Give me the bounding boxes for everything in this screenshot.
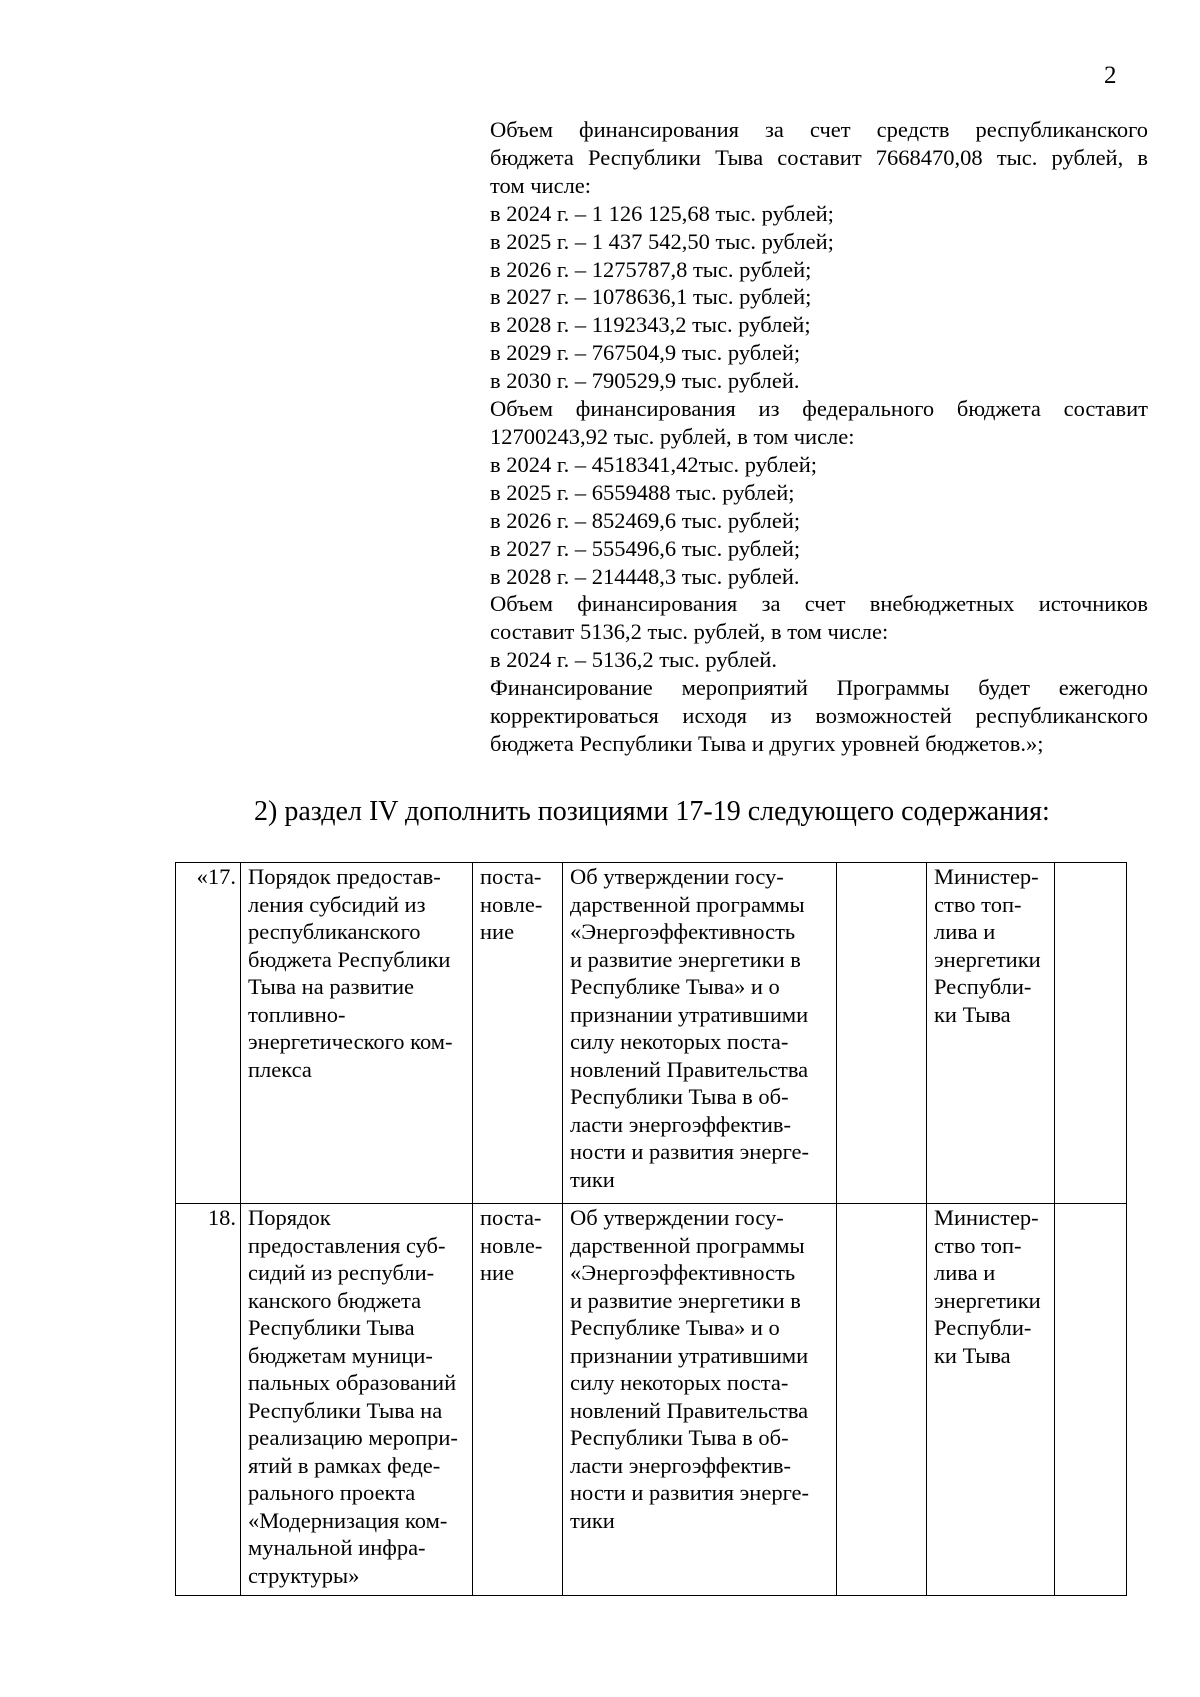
- cell-line: признании утратившими: [570, 1001, 809, 1027]
- cell-line: мунальной инфра-: [248, 1535, 426, 1560]
- cell-line: дарственной программы: [570, 1232, 805, 1258]
- cell-line: Республики Тыва в об-: [570, 1084, 789, 1109]
- basis-cell: [563, 1204, 837, 1596]
- cell-line: ние: [480, 919, 515, 944]
- republican-intro-line: том числе:: [490, 172, 592, 198]
- cell-line: бюджета Республики: [248, 946, 451, 972]
- cell-line: Республики Тыва в об-: [570, 1425, 789, 1450]
- cell-line: тики: [570, 1507, 615, 1533]
- cell-line: тики: [570, 1166, 615, 1192]
- cell-line: канского бюджета: [248, 1287, 422, 1313]
- cell-line: энергетики: [934, 1287, 1041, 1313]
- deadline-cell: [837, 1204, 927, 1596]
- federal-year-line: в 2027 г. – 555496,6 тыс. рублей;: [490, 535, 801, 561]
- cell-line: Республике Тыва» и о: [570, 974, 780, 999]
- extra-intro-line: Объем финансирования за счет внебюджетных источников: [490, 591, 1148, 617]
- cell-line: лива и: [934, 1260, 996, 1285]
- cell-line: Министер-: [934, 864, 1039, 889]
- cell-line: ки Тыва: [934, 1001, 1011, 1027]
- cell-line: рального проекта: [248, 1480, 416, 1505]
- cell-line: ласти энергоэффектив-: [570, 1452, 791, 1478]
- document-type-cell: [473, 863, 563, 1204]
- cell-line: пальных образований: [248, 1370, 457, 1395]
- responsible-cell: [927, 1204, 1055, 1596]
- cell-line: и развитие энергетики в: [570, 1287, 801, 1313]
- cell-line: Тыва на развитие: [248, 974, 414, 999]
- republican-year-line: в 2030 г. – 790529,9 тыс. рублей.: [490, 368, 800, 394]
- cell-line: лива и: [934, 919, 996, 944]
- closing-line: бюджета Республики Тыва и других уровней бюджетов.»;: [490, 730, 1044, 756]
- cell-line: новле-: [480, 891, 543, 917]
- cell-line: «Энергоэффективность: [570, 919, 796, 944]
- cell-line: силу некоторых поста-: [570, 1370, 789, 1395]
- closing-line: Финансирование мероприятий Программы будет ежегодно: [490, 675, 1148, 701]
- note-cell: [1055, 863, 1127, 1204]
- table-row: [176, 863, 1127, 1204]
- cell-line: ласти энергоэффектив-: [570, 1111, 791, 1137]
- document-title-cell: [241, 863, 473, 1204]
- cell-line: бюджетам муници-: [248, 1342, 433, 1368]
- cell-line: ления субсидий из: [248, 891, 426, 917]
- cell-line: энергетики: [934, 946, 1041, 972]
- extra-intro-line: составит 5136,2 тыс. рублей, в том числе:: [490, 619, 889, 645]
- cell-line: силу некоторых поста-: [570, 1029, 789, 1054]
- republican-year-line: в 2027 г. – 1078636,1 тыс. рублей;: [490, 284, 812, 310]
- cell-line: Об утверждении госу-: [570, 864, 784, 889]
- cell-line: Республике Тыва» и о: [570, 1315, 780, 1340]
- cell-line: Республики Тыва: [248, 1315, 415, 1340]
- cell-line: новлений Правительства: [570, 1397, 809, 1423]
- republican-intro-line: бюджета Республики Тыва составит 7668470,08 тыс. рублей, в: [490, 144, 1148, 170]
- cell-line: Об утверждении госу-: [570, 1205, 784, 1230]
- positions-table: [175, 862, 1127, 1596]
- cell-line: сидий из республи-: [248, 1260, 435, 1285]
- cell-line: республиканского: [248, 919, 421, 944]
- cell-line: новле-: [480, 1232, 543, 1258]
- republican-year-line: в 2029 г. – 767504,9 тыс. рублей;: [490, 340, 801, 366]
- cell-line: структуры»: [248, 1562, 360, 1588]
- cell-line: новлений Правительства: [570, 1056, 809, 1082]
- extra-year-line: в 2024 г. – 5136,2 тыс. рублей.: [490, 647, 778, 673]
- cell-line: поста-: [480, 864, 542, 889]
- republican-intro-line: Объем финансирования за счет средств республиканского: [490, 117, 1148, 142]
- cell-line: ности и развития энерге-: [570, 1480, 809, 1505]
- cell-line: ство топ-: [934, 1232, 1022, 1258]
- cell-line: ние: [480, 1260, 515, 1285]
- republican-year-line: в 2024 г. – 1 126 125,68 тыс. рублей;: [490, 200, 834, 226]
- closing-line: корректироваться исходя из возможностей республиканского: [490, 703, 1148, 729]
- republican-year-line: в 2026 г. – 1275787,8 тыс. рублей;: [490, 256, 812, 282]
- basis-cell: [563, 863, 837, 1204]
- federal-intro-line: 12700243,92 тыс. рублей, в том числе:: [490, 423, 855, 449]
- row-number: «17.: [176, 863, 241, 1204]
- note-cell: [1055, 1204, 1127, 1596]
- cell-line: Республики Тыва на: [248, 1397, 443, 1423]
- cell-line: ности и развития энерге-: [570, 1139, 809, 1164]
- cell-line: Республи-: [934, 974, 1032, 999]
- cell-line: и развитие энергетики в: [570, 946, 801, 972]
- cell-line: дарственной программы: [570, 891, 805, 917]
- cell-line: ятий в рамках феде-: [248, 1452, 441, 1478]
- page-number: 2: [1104, 62, 1117, 89]
- cell-line: предоставления суб-: [248, 1232, 446, 1258]
- cell-line: Порядок предостав-: [248, 864, 441, 889]
- cell-line: признании утратившими: [570, 1342, 809, 1368]
- federal-year-line: в 2028 г. – 214448,3 тыс. рублей.: [490, 563, 800, 589]
- deadline-cell: [837, 863, 927, 1204]
- cell-line: топливно-: [248, 1001, 346, 1027]
- cell-line: Республи-: [934, 1315, 1032, 1340]
- document-title-cell: [241, 1204, 473, 1596]
- cell-line: «Энергоэффективность: [570, 1260, 796, 1285]
- republican-year-line: в 2028 г. – 1192343,2 тыс. рублей;: [490, 312, 811, 338]
- funding-paragraphs: [490, 116, 1148, 758]
- cell-line: Порядок: [248, 1205, 331, 1230]
- cell-line: ки Тыва: [934, 1342, 1011, 1368]
- cell-line: Министер-: [934, 1205, 1039, 1230]
- cell-line: «Модернизация ком-: [248, 1507, 448, 1533]
- row-number: 18.: [176, 1204, 241, 1596]
- cell-line: энергетического ком-: [248, 1029, 453, 1054]
- federal-year-line: в 2024 г. – 4518341,42тыс. рублей;: [490, 451, 818, 477]
- cell-line: ство топ-: [934, 891, 1022, 917]
- federal-intro-line: Объем финансирования из федерального бюджета составит: [490, 396, 1148, 422]
- cell-line: поста-: [480, 1205, 542, 1230]
- table-row: [176, 1204, 1127, 1596]
- cell-line: реализацию меропри-: [248, 1425, 458, 1450]
- cell-line: плекса: [248, 1056, 312, 1082]
- responsible-cell: [927, 863, 1055, 1204]
- section-heading: 2) раздел IV дополнить позициями 17-19 следующего содержания:: [254, 796, 1050, 827]
- republican-year-line: в 2025 г. – 1 437 542,50 тыс. рублей;: [490, 228, 834, 254]
- document-type-cell: [473, 1204, 563, 1596]
- federal-year-line: в 2026 г. – 852469,6 тыс. рублей;: [490, 507, 801, 533]
- federal-year-line: в 2025 г. – 6559488 тыс. рублей;: [490, 479, 795, 505]
